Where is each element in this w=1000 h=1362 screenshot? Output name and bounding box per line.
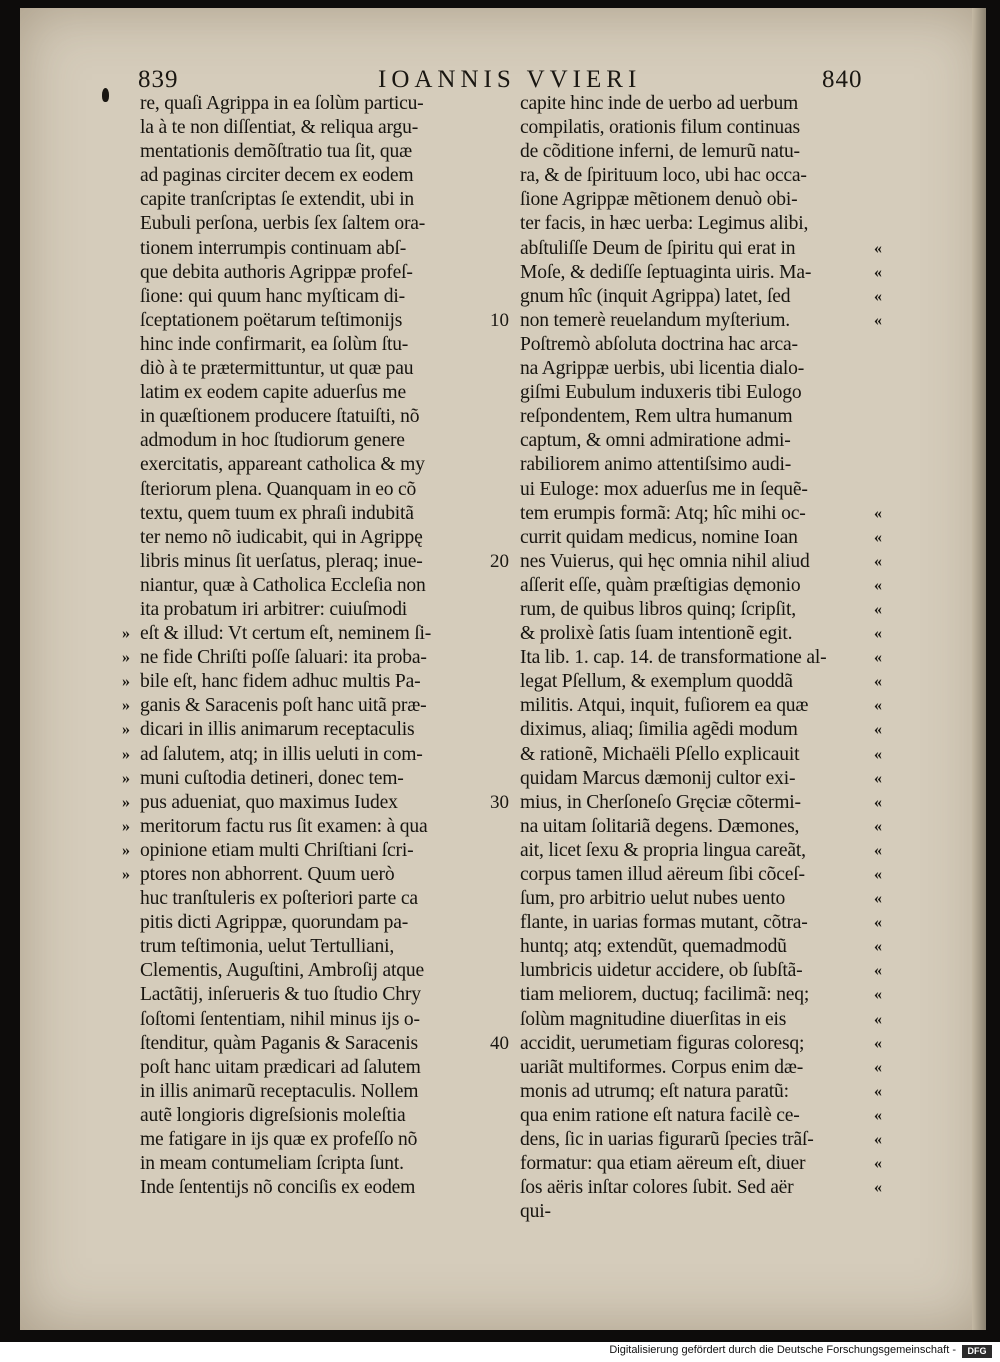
text-line: militis. Atqui, inquit, fuſiorem ea quæ: [520, 695, 809, 717]
text-line: niantur, quæ à Catholica Eccleſia non: [140, 574, 426, 596]
quote-mark: »: [122, 625, 130, 643]
quote-mark: «: [874, 1106, 882, 1124]
text-line: autẽ longioris digreſsionis moleſtia: [140, 1104, 406, 1126]
text-line: in illis animarũ receptaculis. Nollem: [140, 1080, 419, 1102]
quote-mark: «: [874, 914, 882, 932]
text-line: mentationis demõſtratio tua ſit, quæ: [140, 141, 412, 163]
text-line: huc tranſtuleris ex poſteriori parte ca: [140, 888, 418, 910]
quote-mark: «: [874, 841, 882, 859]
text-line: accidit, uerumetiam figuras coloresq;: [520, 1032, 805, 1054]
quote-mark: «: [874, 1082, 882, 1100]
text-line: pus adueniat, quo maximus Iudex: [140, 791, 398, 813]
digitization-footer: [0, 1342, 1000, 1362]
text-line: ſione Agrippæ mẽtionem denuò obi-: [520, 189, 798, 211]
quote-mark: «: [874, 504, 882, 522]
text-line: ter nemo nõ iudicabit, qui in Agrippę: [140, 526, 423, 548]
quote-mark: «: [874, 745, 882, 763]
text-line: nes Vuierus, qui hęc omnia nihil aliud: [520, 550, 810, 572]
quote-mark: »: [122, 649, 130, 667]
text-line: de cõditione inferni, de lemurũ natu-: [520, 141, 800, 163]
text-line: ad paginas circiter decem ex eodem: [140, 165, 414, 187]
quote-mark: »: [122, 769, 130, 787]
text-line: exercitatis, appareant catholica & my: [140, 454, 425, 476]
text-line: na Agrippæ uerbis, ubi licentia dialo-: [520, 358, 805, 380]
text-line: poſt hanc uitam prædicari ad ſalutem: [140, 1056, 421, 1078]
text-line: diximus, aliaq; ſimilia agẽdi modum: [520, 719, 798, 741]
text-line: muni cuſtodia detineri, donec tem-: [140, 767, 404, 789]
text-line: ſoſtomi ſententiam, nihil minus ijs o-: [140, 1008, 420, 1030]
text-line: re, quaſi Agrippa in ea ſolùm particu-: [140, 93, 424, 114]
text-line: formatur: qua etiam aëreum eſt, diuer: [520, 1153, 806, 1175]
text-line: Moſe, & dediſſe ſeptuaginta uiris. Ma-: [520, 261, 812, 283]
text-line: non temerè reuelandum myſterium.: [520, 309, 790, 331]
quote-mark: «: [874, 600, 882, 618]
text-line: rum, de quibus libros quinq; ſcripſit,: [520, 598, 796, 620]
text-line: tionem interrumpis continuam abſ-: [140, 237, 407, 259]
page-number-right: 840: [822, 66, 863, 93]
quote-mark: «: [874, 552, 882, 570]
text-line: ſolùm magnitudine diuerſitas in eis: [520, 1008, 787, 1030]
text-line: dens, ſic in uarias figurarũ ſpecies trãſ-: [520, 1129, 814, 1151]
text-line: Poſtremò abſoluta doctrina hac arca-: [520, 333, 798, 355]
line-number: 20: [490, 550, 509, 572]
quote-mark: «: [874, 673, 882, 691]
text-line: huntq; atq; extendũt, quemadmodũ: [520, 936, 787, 958]
text-line: captum, & omni admiratione admi-: [520, 430, 791, 452]
text-line: tem erumpis formã: Atq; hîc mihi oc-: [520, 502, 806, 524]
text-line: rabiliorem animo attentiſsimo audi-: [520, 454, 792, 476]
text-line: ſos aëris inſtar colores ſubit. Sed aër: [520, 1177, 794, 1199]
text-line: flante, in uarias formas mutant, cõtra-: [520, 912, 808, 934]
quote-mark: «: [874, 890, 882, 908]
text-line: textu, quem tuum ex phraſi indubitã: [140, 502, 414, 524]
quote-mark: «: [874, 649, 882, 667]
quote-mark: »: [122, 745, 130, 763]
text-line: ter facis, in hæc uerba: Legimus alibi,: [520, 213, 809, 235]
right-text-column: [520, 92, 864, 1224]
text-line: in quæſtionem producere ſtatuiſti, nõ: [140, 406, 420, 428]
text-line: capite tranſcriptas ſe extendit, ubi in: [140, 189, 415, 211]
quote-mark: «: [874, 866, 882, 883]
text-line: ſione: qui quum hanc myſticam di-: [140, 285, 405, 307]
quote-mark: »: [122, 793, 130, 811]
text-line: latim ex eodem capite aduerſus me: [140, 382, 406, 404]
text-line: ſtenditur, quàm Paganis & Saracenis: [140, 1032, 418, 1054]
text-line: Lactãtij, inſerueris & tuo ſtudio Chry: [140, 984, 421, 1006]
text-line: quidam Marcus dæmonij cultor exi-: [520, 767, 796, 789]
text-line: gnum hîc (inquit Agrippa) latet, ſed: [520, 285, 791, 307]
text-line: que debita authoris Agrippæ profeſ-: [140, 261, 413, 283]
text-line: opinione etiam multi Chriſtiani ſcri-: [140, 839, 414, 861]
text-line: bile eſt, hanc fidem adhuc multis Pa-: [140, 671, 421, 693]
text-line: ſceptationem poëtarum teſtimonijs: [140, 309, 403, 331]
right-quote-marks: [866, 92, 890, 1200]
line-number: 40: [490, 1032, 509, 1054]
quote-mark: «: [874, 1010, 882, 1028]
dfg-logo: DFG: [962, 1345, 992, 1358]
quote-mark: «: [874, 287, 882, 305]
text-line: eſt & illud: Vt certum eſt, neminem ſi-: [140, 623, 432, 645]
book-page: [20, 8, 986, 1330]
quote-mark: «: [874, 1179, 882, 1197]
quote-mark: «: [874, 938, 882, 956]
text-line: Inde ſententijs nõ conciſis ex eodem: [140, 1177, 416, 1199]
text-line: in meam contumeliam ſcripta ſunt.: [140, 1153, 404, 1175]
text-line: ptores non abhorrent. Quum uerò: [140, 864, 395, 885]
text-line: tiam meliorem, ductuq; facilimã: neq;: [520, 984, 810, 1006]
text-line: Eubuli perſona, uerbis ſex ſaltem ora-: [140, 213, 426, 235]
page-edge: [972, 8, 986, 1330]
page-number-left: 839: [138, 66, 179, 93]
quote-mark: «: [874, 962, 882, 980]
quote-mark: «: [874, 1058, 882, 1076]
running-title: IOANNIS VVIERI: [378, 66, 642, 93]
text-line: ra, & de ſpirituum loco, ubi hac occa-: [520, 165, 807, 187]
text-line: uariãt multiformes. Corpus enim dæ-: [520, 1056, 804, 1078]
text-line: legat Pſellum, & exemplum quoddã: [520, 671, 793, 693]
quote-mark: »: [122, 866, 130, 883]
quote-mark: »: [122, 817, 130, 835]
quote-mark: «: [874, 721, 882, 739]
text-line: monis ad utrumq; eſt natura paratũ:: [520, 1080, 789, 1102]
text-line: admodum in hoc ſtudiorum genere: [140, 430, 405, 452]
text-line: corpus tamen illud aëreum ſibi cõceſ-: [520, 864, 805, 885]
quote-mark: «: [874, 263, 882, 281]
text-line: trum teſtimonia, uelut Tertulliani,: [140, 936, 395, 958]
text-line: mius, in Cherſoneſo Gręciæ cõtermi-: [520, 791, 801, 813]
quote-mark: «: [874, 1155, 882, 1173]
text-line: lumbricis uidetur accidere, ob ſubſtã-: [520, 960, 803, 982]
text-line: hinc inde confirmarit, ea ſolùm ſtu-: [140, 333, 409, 355]
text-line: currit quidam medicus, nomine Ioan: [520, 526, 798, 548]
text-line: libris minus ſit uerſatus, pleraq; inue-: [140, 550, 423, 572]
text-line: meritorum factu rus ſit examen: à qua: [140, 815, 428, 837]
quote-mark: «: [874, 986, 882, 1004]
line-number: 10: [490, 309, 509, 331]
text-line: aſſerit eſſe, quàm præſtigias dęmonio: [520, 574, 801, 596]
quote-mark: «: [874, 1131, 882, 1149]
text-line: diò à te prætermittuntur, ut quæ pau: [140, 358, 414, 380]
text-line: dicari in illis animarum receptaculis: [140, 719, 415, 741]
text-line: ad ſalutem, atq; in illis ueluti in com-: [140, 743, 423, 765]
quote-mark: «: [874, 697, 882, 715]
quote-mark: «: [874, 817, 882, 835]
text-line: compilatis, orationis filum continuas: [520, 117, 800, 139]
text-line: qua enim ratione eſt natura facilè ce-: [520, 1104, 800, 1126]
text-line: abſtuliſſe Deum de ſpiritu qui erat in: [520, 237, 796, 259]
text-line: qui-: [520, 1201, 551, 1223]
text-line: ſum, pro arbitrio uelut nubes uento: [520, 888, 786, 910]
text-line: ne fide Chriſti poſſe ſaluari: ita proba-: [140, 647, 427, 669]
quote-mark: «: [874, 625, 882, 643]
text-line: ait, licet ſexu & propria lingua careãt,: [520, 839, 806, 861]
left-quote-marks: [114, 92, 138, 887]
text-line: & rationẽ, Michaëli Pſello explicauit: [520, 743, 800, 765]
text-line: & prolixè ſatis ſuam intentionẽ egit.: [520, 623, 793, 645]
funding-notice: Digitalisierung gefördert durch die Deutsche Forschungsgemeinschaft -: [609, 1344, 956, 1356]
text-line: Clementis, Auguſtini, Ambroſij atque: [140, 960, 424, 982]
quote-mark: «: [874, 576, 882, 594]
text-line: ſteriorum plena. Quanquam in eo cõ: [140, 478, 417, 500]
left-text-column: [140, 92, 510, 1200]
text-line: ui Euloge: mox aduerſus me in ſequẽ-: [520, 478, 808, 500]
text-line: capite hinc inde de uerbo ad uerbum: [520, 93, 799, 114]
quote-mark: «: [874, 793, 882, 811]
quote-mark: «: [874, 528, 882, 546]
quote-mark: «: [874, 239, 882, 257]
text-line: giſmi Eubulum induxeris tibi Eulogo: [520, 382, 802, 404]
text-line: ganis & Saracenis poſt hanc uitã præ-: [140, 695, 427, 717]
quote-mark: «: [874, 311, 882, 329]
text-line: reſpondentem, Rem ultra humanum: [520, 406, 793, 428]
quote-mark: «: [874, 769, 882, 787]
text-line: Ita lib. 1. cap. 14. de transformatione al-: [520, 647, 827, 669]
text-line: me fatigare in ijs quæ ex profeſſo nõ: [140, 1129, 418, 1151]
text-line: pitis dicti Agrippæ, quorundam pa-: [140, 912, 409, 934]
line-number: 30: [490, 791, 509, 813]
text-line: ita probatum iri arbitrer: cuiuſmodi: [140, 598, 408, 620]
quote-mark: »: [122, 673, 130, 691]
quote-mark: «: [874, 1034, 882, 1052]
quote-mark: »: [122, 697, 130, 715]
quote-mark: »: [122, 721, 130, 739]
text-line: la à te non diſſentiat, & reliqua argu-: [140, 117, 419, 139]
text-line: na uitam ſolitariã degens. Dæmones,: [520, 815, 800, 837]
quote-mark: »: [122, 841, 130, 859]
